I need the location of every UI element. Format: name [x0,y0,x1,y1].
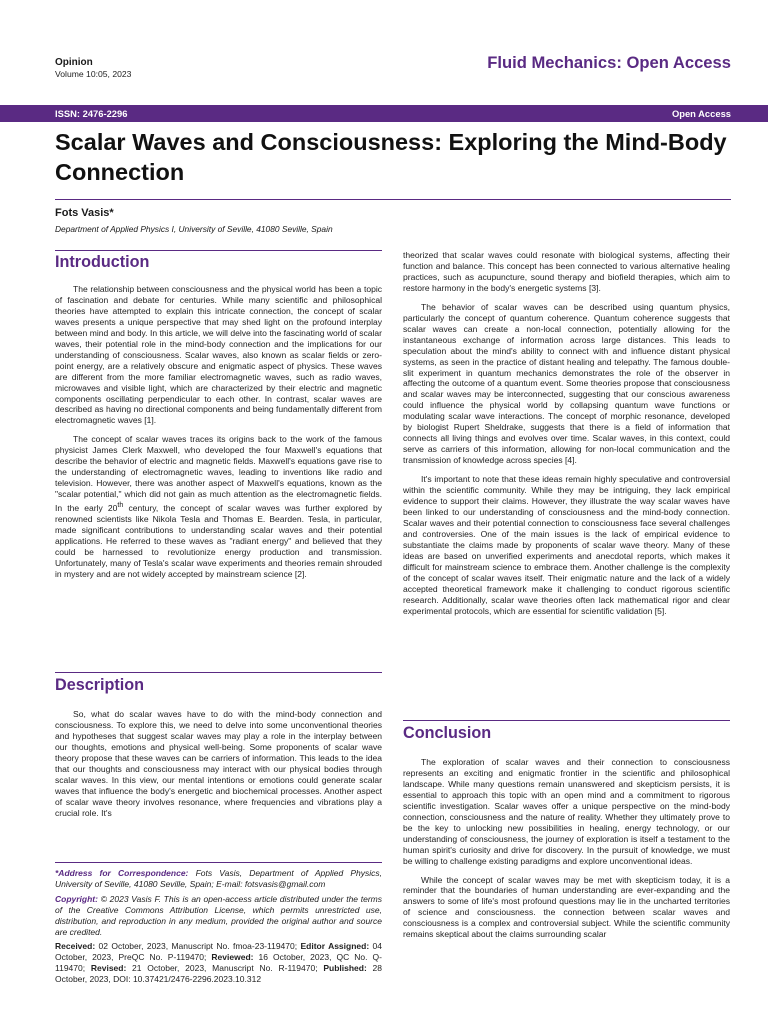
superscript: th [117,501,124,510]
intro-divider [55,250,382,251]
text-run: century, the concept of scalar waves was further explored by renowned scientists like Nikola Tesla and Thomas E. Bearden. Tesla, in particular, made significant contributions to understanding scalar waves and their potential applications. He referred to these waves as "radiant energy" and believed that they could be harnessed to revolutionize energy production and transmission. Unfortunately, many of Tesla's scalar wave experiments and theories remain shrouded in mystery and are not widely accepted by mainstream science [2]. [55,502,382,579]
description-body-continued [403,250,730,625]
paragraph: While the concept of scalar waves may be met with skepticism today, it is a reminder that the boundaries of human understanding are ever-expanding and the answers to some of life's most profound questions may lie in the uncharted territories of science and consciousness. the connection between scalar waves and consciousness is a complex and controversial subject. While the scientific community remains skeptical about the claims surrounding scalar [403,874,730,940]
reviewed-label: Reviewed: [211,952,254,963]
correspondence-block [55,868,382,989]
article-dates [55,941,382,985]
reviewed-text: 16 October, 2023, QC No. Q-119470; [55,952,382,974]
description-heading: Description [55,676,145,694]
article-meta [55,57,131,80]
article-title: Scalar Waves and Consciousness: Exploring the Mind-Body Connection [55,129,727,185]
description-body [55,709,382,827]
revised-text: 21 October, 2023, Manuscript No. R-119470; [126,963,324,974]
author-name: Fots Vasis* [55,207,114,219]
conclusion-heading: Conclusion [403,724,492,742]
author-affiliation: Department of Applied Physics I, University of Seville, 41080 Seville, Spain [55,224,333,234]
footnote-divider [55,862,382,863]
received-label: Received: [55,941,96,952]
published-text: 28 October, 2023, DOI: 10.37421/2476-2296.2023.10.312 [55,963,382,985]
copyright-label: Copyright: [55,893,98,904]
correspondence [55,868,382,890]
editor-text: 04 October, 2023, PreQC No. P-119470; [55,941,382,963]
copyright [55,894,382,938]
article-type: Opinion [55,57,93,68]
title-divider [55,199,731,200]
text-run: The concept of scalar waves traces its origins back to the work of the famous physicist James Clerk Maxwell, who developed the four Maxwell's equations that describe the behavior of electric and magnetic fields. Maxwell's equations gave rise to the understanding of electromagnetic waves, leading to inventions like radio and television. However, there was another aspect of Maxwell's equations, known as the "scalar potential," which did not gain as much attention as the electromagnetic fields. In the early 20 [55,434,382,513]
published-label: Published: [323,963,367,974]
volume-info: Volume 10:05, 2023 [55,69,132,79]
paragraph: The relationship between consciousness and the physical world has been a topic of fascination and debate for centuries. While many scientific and philosophical theories have attempted to explain this intricate connection, the concept of scalar waves presents a unique perspective that may shed light on the profound interplay between mind and body. In this article, we will delve into the fascinating world of scalar waves, their potential role in the mind-body connection and the implications for our understanding of consciousness. Scalar waves, also known as scalar fields or zero-point energy, are a relatively obscure and enigmatic aspect of physics. These waves are different from the more familiar electromagnetic waves, such as radio waves, microwaves and visible light, which are characterized by their electric and magnetic components oscillating perpendicular to each other. In contrast, scalar waves are described as having no directional components and being fundamentally different from electromagnetic waves [1]. [55,284,382,426]
paragraph [55,434,382,579]
correspondence-text: Fots Vasis, Department of Applied Physics, University of Seville, 41080 Seville, Spain; E-mail: fotsvasis@gmail.com [55,868,383,889]
conclusion-divider [403,720,730,721]
paragraph: The behavior of scalar waves can be described using quantum physics, particularly the concept of quantum coherence. Quantum coherence suggests that scalar waves can create a non-local connection, potentially allowing for the instantaneous exchange of information across large distances. This leads to speculation about the mind's ability to connect with and influence distant physical systems, as seen in the practice of distant healing and telepathy. The famous double-slit experiment in quantum mechanics demonstrates the role of the observer in affecting the outcome of a quantum event. Some theories propose that consciousness and scalar waves may be interconnected, suggesting that our conscious awareness could influence the physical world by collapsing quantum wave functions or modulating scalar wave interactions. The concept of morphic resonance, developed by biologist Rupert Sheldrake, suggests that there is a field of information that connects all living things and evolves over time. Scalar waves, in this context, could serve as carriers of this information, allowing for non-local communication and the transmission of knowledge across species [4]. [403,301,730,466]
editor-label: Editor Assigned: [300,941,370,952]
copyright-text: © 2023 Vasis F. This is an open-access article distributed under the terms of the Creative Commons Attribution License, which permits unrestricted use, distribution, and reproduction in any medium, provided the original author and source are credited. [55,893,382,937]
paragraph: So, what do scalar waves have to do with the mind-body connection and consciousness. To explore this, we need to delve into some unconventional theories and hypotheses that suggest scalar waves may play a role in the interplay between our thoughts, emotions and physical well-being. Some proponents of scalar wave theory propose that these waves can be carriers of information. This leads to the idea that our thoughts and consciousness may interact with our physical bodies through scalar waves. In this view, our mental intentions or emotions could generate scalar waves that influence the body's energetic and biochemical processes. Another aspect of scalar wave theory involves resonance, where frequencies and vibrations play a crucial role. It's [55,709,382,818]
correspondence-label: *Address for Correspondence: [55,868,189,878]
paragraph: It's important to note that these ideas remain highly speculative and controversial within the scientific community. While they may be intriguing, they lack empirical evidence to support their claims. However, they illustrate the way scalar waves have been linked to our understanding of consciousness and the mind-body connection. Scalar waves and their potential connection to consciousness face several challenges and controversies. One of the main issues is the lack of empirical evidence to substantiate the claims made by proponents of scalar wave theory. Many of these ideas are based on unverified experiments and anecdotal reports, which makes it difficult for mainstream science to embrace them. Another challenge is the complexity of the concept of scalar waves itself. Their enigmatic nature and the lack of a widely accepted theoretical framework make it challenging to conduct rigorous scientific research. Additionally, scalar wave theories often lack mathematical rigor and clear experimental protocols, which are essential for scientific validation [5]. [403,474,730,616]
issn-bar [0,105,768,122]
description-divider [55,672,382,673]
introduction-heading: Introduction [55,253,150,271]
revised-label: Revised: [90,963,127,974]
journal-name: Fluid Mechanics: Open Access [487,53,731,72]
conclusion-body [403,757,730,948]
received-text: 02 October, 2023, Manuscript No. fmoa-23-119470; [95,941,301,952]
paragraph: The exploration of scalar waves and their connection to consciousness represents an exciting and enigmatic frontier in the scientific and philosophical landscape. While many questions remain unanswered and skepticism persists, it is essential to approach this topic with an open mind and a commitment to rigorous scientific investigation. Scalar waves offer a unique perspective on the mind-body connection, consciousness and the nature of reality. Whether they ultimately prove to be the key to unlocking new possibilities in healing, energy technology, or our understanding of consciousness, the journey of exploration is itself a testament to the human spirit's curiosity and drive for discovery. In the pursuit of knowledge, we must be willing to challenge existing paradigms and explore unconventional ideas. [403,757,730,866]
issn: ISSN: 2476-2296 [55,108,128,119]
introduction-body [55,284,382,588]
paragraph: theorized that scalar waves could resonate with biological systems, affecting their function and balance. This concept has been connected to various alternative healing practices, such as acupuncture, sound therapy and biofield therapies, which aim to restore harmony in the body's energetic systems [3]. [403,250,730,293]
open-access-label: Open Access [671,108,731,119]
